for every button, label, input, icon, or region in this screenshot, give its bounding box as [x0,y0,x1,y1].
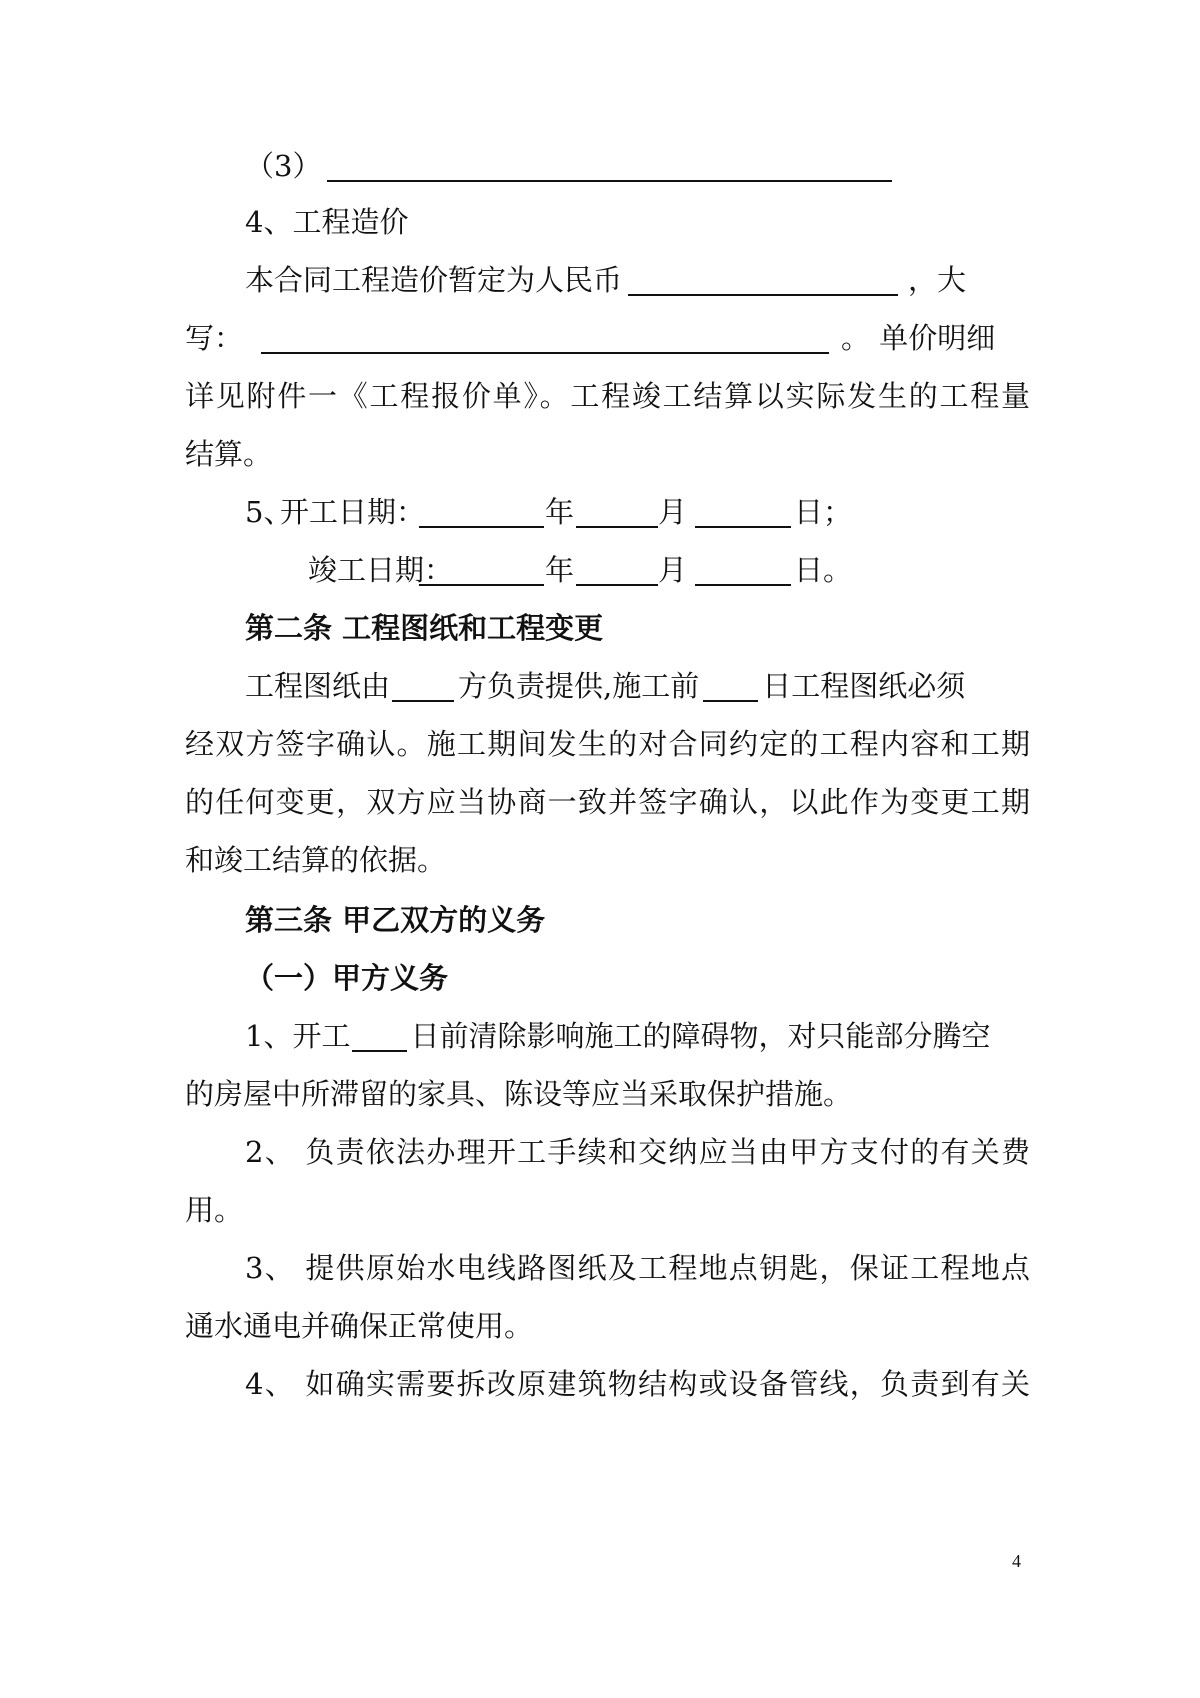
paragraph-line: 用。 [185,1193,244,1227]
price-caps-label: 写： [185,321,244,355]
end-year-blank [419,554,544,586]
month-label: 月 [658,553,688,587]
article-3-heading: 第三条 甲乙双方的义务 [245,903,546,937]
paragraph-line: 和竣工结算的依据。 [185,843,447,877]
price-detail-text: 。 单价明细 [841,321,996,355]
drawings-text: 日工程图纸必须 [762,669,966,703]
start-date-label: 开工日期： [280,495,426,529]
day-label: 日； [794,495,853,529]
duty-3-line: 3、 提供原始水电线路图纸及工程地点钥匙，保证工程地点 [245,1251,1030,1285]
paragraph-line: 的房屋中所滞留的家具、陈设等应当采取保护措施。 [185,1077,853,1111]
paragraph-line: 结算。 [185,437,273,471]
party-a-heading: （一）甲方义务 [245,961,449,995]
price-line-1 [245,260,1030,300]
start-month-blank [576,496,658,528]
drawings-text: 工程图纸由 [245,669,391,703]
paragraph-line: 经双方签字确认。施工期间发生的对合同约定的工程内容和工期 [185,727,1030,761]
end-month-blank [576,554,658,586]
page-number: 4 [1012,1551,1021,1571]
price-line-2 [185,318,1030,358]
start-year-blank [419,496,544,528]
price-amount-blank [628,264,898,296]
party-blank [392,670,454,702]
end-day-blank [695,554,791,586]
month-label: 月 [658,495,688,529]
paragraph-line: 的任何变更，双方应当协商一致并签字确认，以此作为变更工期 [185,785,1030,819]
price-text-end: ，大 [908,263,967,297]
article-2-line-1 [245,666,1030,706]
item-3-line [245,146,1030,186]
days-blank [703,670,758,702]
year-label: 年 [545,495,575,529]
paragraph-line: 通水通电并确保正常使用。 [185,1309,534,1343]
section-heading-price: 4、工程造价 [245,205,409,239]
drawings-text: 方负责提供,施工前 [458,669,700,703]
duty-text: 日前清除影响施工的障碍物，对只能部分腾空 [410,1019,991,1053]
item-3-label: （3） [245,149,322,183]
duty-2-line: 2、 负责依法办理开工手续和交纳应当由甲方支付的有关费 [245,1135,1030,1169]
blank-field [327,150,892,182]
duty-1-line [245,1016,1030,1056]
price-caps-blank [261,322,829,354]
start-date-number: 5、 [245,495,293,529]
day-label: 日。 [794,553,853,587]
start-day-blank [695,496,791,528]
price-text: 本合同工程造价暂定为人民币 [245,263,623,297]
end-date-label: 竣工日期： [308,553,454,587]
duty-4-line: 4、 如确实需要拆改原建筑物结构或设备管线，负责到有关 [245,1367,1030,1401]
days-blank [352,1020,407,1052]
year-label: 年 [545,553,575,587]
end-date-line [308,550,1030,590]
article-2-heading: 第二条 工程图纸和工程变更 [245,611,604,645]
start-date-line [245,492,1030,532]
duty-text: 1、开工 [245,1019,351,1053]
paragraph-line: 详见附件一《工程报价单》。工程竣工结算以实际发生的工程量 [185,379,1030,413]
